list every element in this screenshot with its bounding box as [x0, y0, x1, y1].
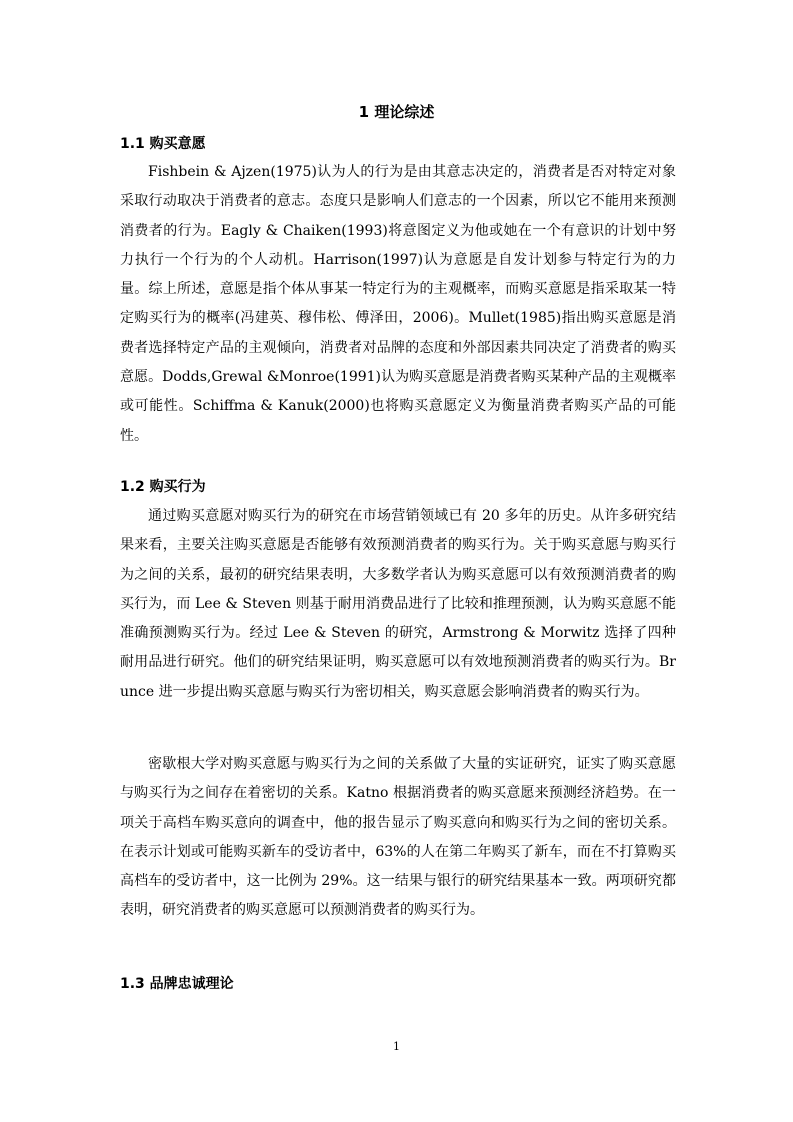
chapter-title: 1 理论综述: [358, 103, 435, 121]
paragraph-purchase-behavior-2: 密歇根大学对购买意愿与购买行为之间的关系做了大量的实证研究，证实了购买意愿与购买行为之间存在着密切的关系。Katno 根据消费者的购买意愿来预测经济趋势。在一项关于高档车购买意向的调查中，他的报告显示了购买意向和购买行为之间的密切关系。在表示计划或可能购买新车的受访者中，63%的人在第二年购买了新车，而在不打算购买高档车的受访者中，这一比例为 29%。这一结果与银行的研究结果基本一致。两项研究都表明，研究消费者的购买意愿可以预测消费者的购买行为。: [120, 756, 676, 919]
paragraph-purchase-intention: Fishbein & Ajzen(1975)认为人的行为是由其意志决定的，消费者是否对特定对象采取行动取决于消费者的意志。态度只是影响人们意志的一个因素，所以它不能用来预测消费者的行为。Eagly & Chaiken(1993)将意图定义为他或她在一个有意识的计划中努力执行一个行为的个人动机。Harrison(1997)认为意愿是自发计划参与特定行为的力量。综上所述，意愿是指个体从事某一特定行为的主观概率，而购买意愿是指采取某一特定购买行为的概率(冯建英、穆伟松、傅泽田，2006)。Mullet(1985)指出购买意愿是消费者选择特定产品的主观倾向，消费者对品牌的态度和外部因素共同决定了消费者的购买意愿。Dodds,Grewal &Monroe(1991)认为购买意愿是消费者购买某种产品的主观概率或可能性。Schiffma & Kanuk(2000)也将购买意愿定义为衡量消费者购买产品的可能性。: [120, 164, 676, 444]
section-heading-purchase-behavior: 1.2 购买行为: [120, 479, 206, 495]
section-heading-brand-loyalty: 1.3 品牌忠诚理论: [120, 976, 234, 992]
section-heading-purchase-intention: 1.1 购买意愿: [120, 136, 206, 152]
paragraph-purchase-behavior-1: 通过购买意愿对购买行为的研究在市场营销领域已有 20 多年的历史。从许多研究结果来看，主要关注购买意愿是否能够有效预测消费者的购买行为。关于购买意愿与购买行为之间的关系，最初的研究结果表明，大多数学者认为购买意愿可以有效预测消费者的购买行为，而 Lee & Steven 则基于耐用消费品进行了比较和推理预测，认为购买意愿不能准确预测购买行为。经过 Lee & Steven 的研究，Armstrong & Morwitz 选择了四种耐用品进行研究。他们的研究结果证明，购买意愿可以有效地预测消费者的购买行为。Brunce 进一步提出购买意愿与购买行为密切相关，购买意愿会影响消费者的购买行为。: [120, 508, 676, 700]
page-number: 1: [393, 1040, 400, 1053]
